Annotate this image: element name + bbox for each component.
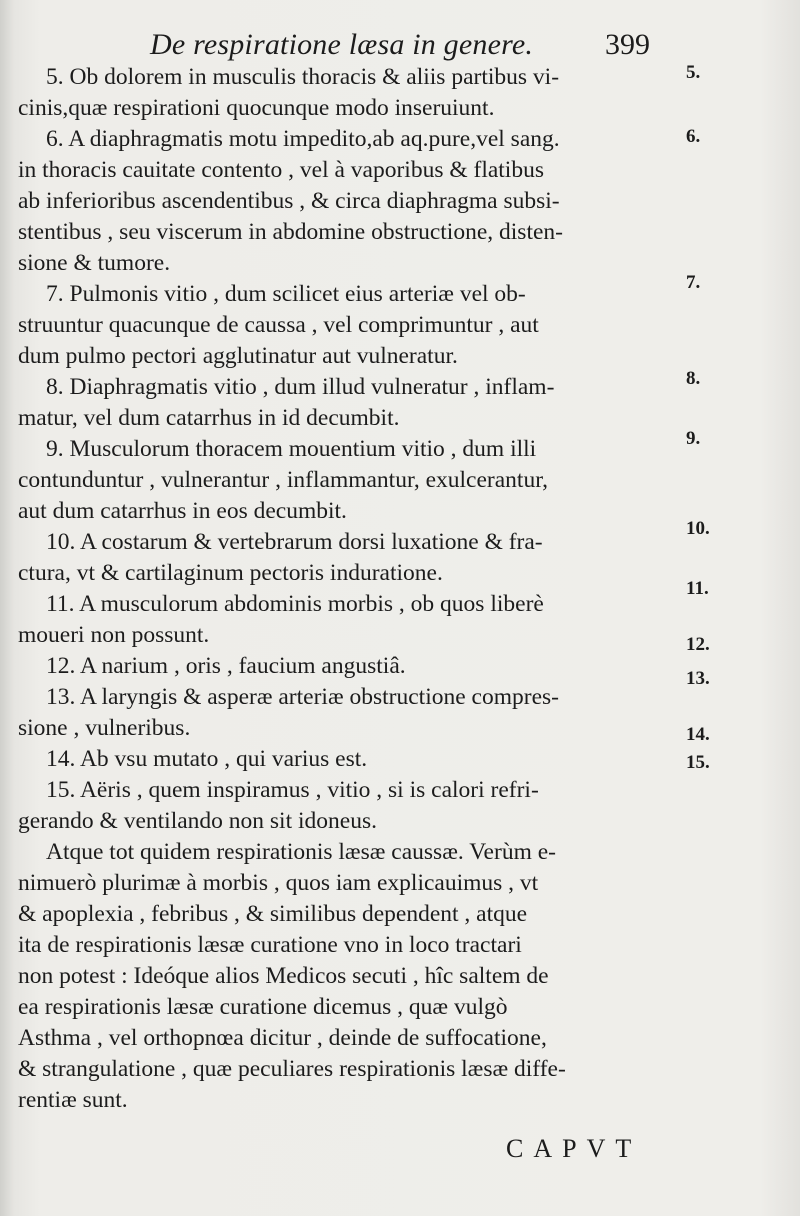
text-line: 8. Diaphragmatis vitio , dum illud vulneratur , inflam- <box>46 374 555 400</box>
text-line: 11. A musculorum abdominis morbis , ob quos liberè <box>46 591 544 617</box>
margin-note: 13. <box>686 668 710 689</box>
text-line: stentibus , seu viscerum in abdomine obstructione, disten- <box>18 219 563 245</box>
text-line: cinis,quæ respirationi quocunque modo inseruiunt. <box>18 95 495 121</box>
text-line: Asthma , vel orthopnœa dicitur , deinde de suffocatione, <box>18 1025 547 1051</box>
text-line: in thoracis cauitate contento , vel à vaporibus & flatibus <box>18 157 544 183</box>
text-line: 12. A narium , oris , faucium angustiâ. <box>46 653 406 679</box>
margin-note: 8. <box>686 368 701 389</box>
page-number: 399 <box>605 28 650 61</box>
text-line: ita de respirationis læsæ curatione vno in loco tractari <box>18 932 522 958</box>
margin-note: 5. <box>686 62 701 83</box>
margin-note: 9. <box>686 428 701 449</box>
body-text <box>18 62 658 1116</box>
text-line: moueri non possunt. <box>18 622 210 648</box>
text-line: & apoplexia , febribus , & similibus dependent , atque <box>18 901 528 927</box>
text-line: 10. A costarum & vertebrarum dorsi luxatione & fra- <box>46 529 543 555</box>
text-line: matur, vel dum catarrhus in id decumbit. <box>18 405 400 431</box>
text-line: gerando & ventilando non sit idoneus. <box>18 808 377 834</box>
text-line: Atque tot quidem respirationis læsæ caussæ. Verùm e- <box>46 839 556 865</box>
text-line: ea respirationis læsæ curatione dicemus , quæ vulgò <box>18 994 508 1020</box>
margin-note: 12. <box>686 634 710 655</box>
text-line: 15. Aëris , quem inspiramus , vitio , si is calori refri- <box>46 777 539 803</box>
catchword: CAPVT <box>506 1134 642 1163</box>
text-line: sione , vulneribus. <box>18 715 191 741</box>
text-line: 7. Pulmonis vitio , dum scilicet eius arteriæ vel ob- <box>46 281 526 307</box>
text-line: sione & tumore. <box>18 250 171 276</box>
text-line: & strangulatione , quæ peculiares respirationis læsæ diffe- <box>18 1056 566 1082</box>
margin-note: 7. <box>686 272 701 293</box>
margin-note: 10. <box>686 518 710 539</box>
text-line: 14. Ab vsu mutato , qui varius est. <box>46 746 368 772</box>
margin-note: 15. <box>686 752 710 773</box>
margin-note: 14. <box>686 724 710 745</box>
text-line: ab inferioribus ascendentibus , & circa diaphragma subsi- <box>18 188 560 214</box>
margin-note: 6. <box>686 126 701 147</box>
text-line: rentiæ sunt. <box>18 1087 128 1113</box>
text-line: non potest : Ideóque alios Medicos secuti , hîc saltem de <box>18 963 549 989</box>
text-line: contunduntur , vulnerantur , inflammantur, exulcerantur, <box>18 467 548 493</box>
text-line: 6. A diaphragmatis motu impedito,ab aq.pure,vel sang. <box>46 126 560 152</box>
margin-note: 11. <box>686 578 709 599</box>
text-line: ctura, vt & cartilaginum pectoris induratione. <box>18 560 443 586</box>
text-line: dum pulmo pectori agglutinatur aut vulneratur. <box>18 343 458 369</box>
text-line: 9. Musculorum thoracem mouentium vitio , dum illi <box>46 436 537 462</box>
text-line: struuntur quacunque de caussa , vel comprimuntur , aut <box>18 312 539 338</box>
text-line: 13. A laryngis & asperæ arteriæ obstructione compres- <box>46 684 559 710</box>
running-title: De respiratione læsa in genere. <box>150 28 534 61</box>
text-line: aut dum catarrhus in eos decumbit. <box>18 498 347 524</box>
text-line: 5. Ob dolorem in musculis thoracis & aliis partibus vi- <box>46 64 560 90</box>
text-line: nimuerò plurimæ à morbis , quos iam explicauimus , vt <box>18 870 539 896</box>
